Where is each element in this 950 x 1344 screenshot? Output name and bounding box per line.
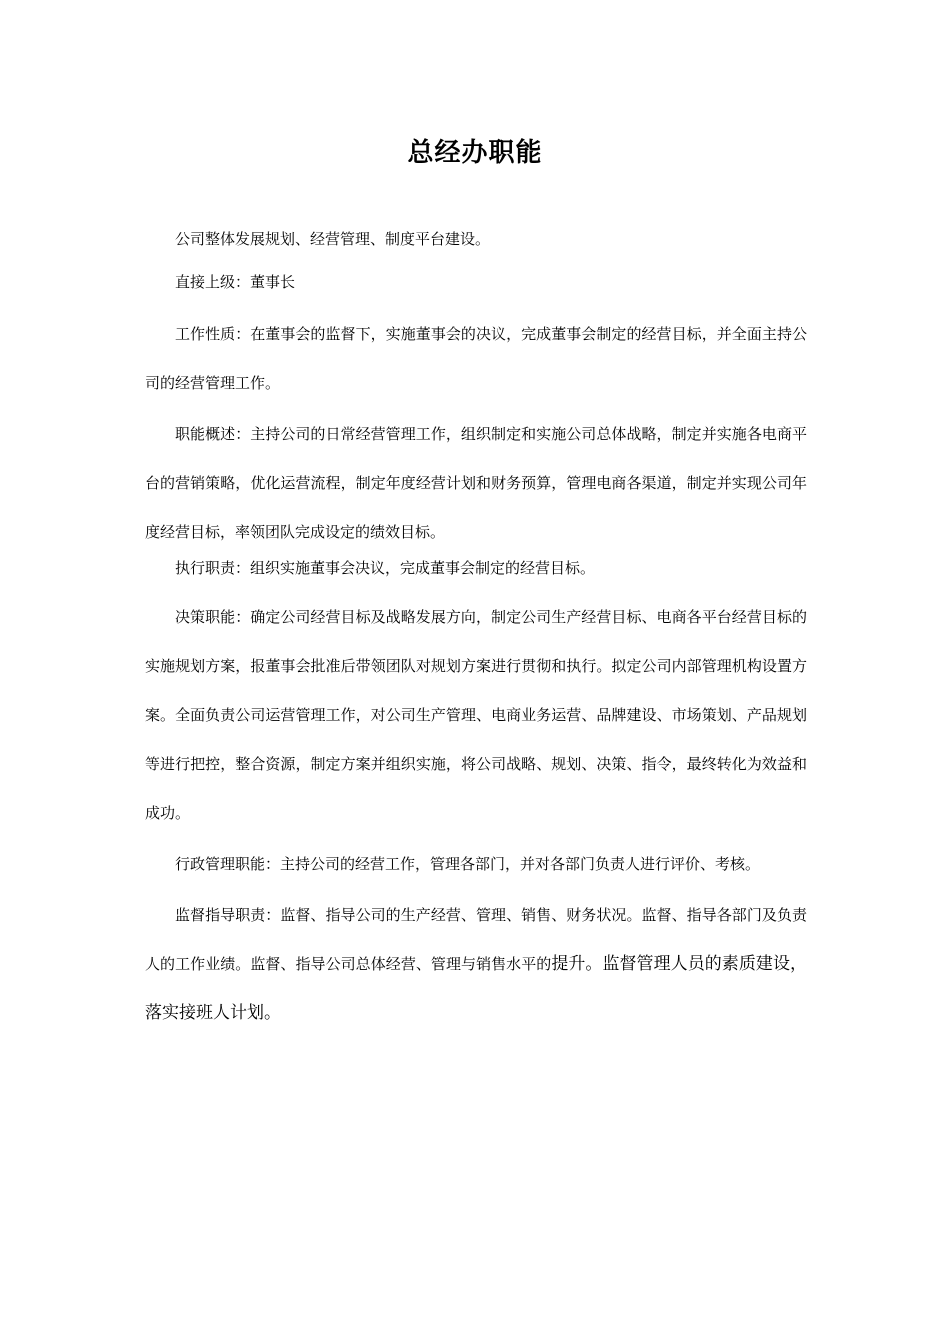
- page-title: 总经办职能: [407, 138, 543, 168]
- supervision-text-tail: 提升。监督管理人员的素质建设，落实接班人计划。: [145, 954, 807, 1023]
- paragraph-execution-duties: 执行职责：组织实施董事会决议，完成董事会制定的经营目标。: [175, 559, 596, 577]
- paragraph-overview: 公司整体发展规划、经营管理、制度平台建设。: [175, 230, 491, 248]
- document-body: [145, 224, 807, 1038]
- paragraph-supervision-duties: [145, 891, 807, 1038]
- paragraph-function-summary: 职能概述：主持公司的日常经营管理工作，组织制定和实施公司总体战略，制定并实施各电商平台的营销策略，优化运营流程，制定年度经营计划和财务预算，管理电商各渠道，制定并实现公司年度经营目标，率领团队完成设定的绩效目标。: [145, 425, 807, 541]
- paragraph-decision-functions: 决策职能：确定公司经营目标及战略发展方向，制定公司生产经营目标、电商各平台经营目标的实施规划方案，报董事会批准后带领团队对规划方案进行贯彻和执行。拟定公司内部管理机构设置方案。全面负责公司运营管理工作，对公司生产管理、电商业务运营、品牌建设、市场策划、产品规划等进行把控，整合资源，制定方案并组织实施，将公司战略、规划、决策、指令，最终转化为效益和成功。: [145, 608, 807, 822]
- supervision-text-main: 监督指导职责：监督、指导公司的生产经营、管理、销售、财务状况。监督、指导各部门及负责人的工作业绩。监督、指导公司总体经营、管理与销售水平的: [145, 906, 807, 973]
- paragraph-direct-superior: 直接上级：董事长: [175, 273, 296, 291]
- paragraph-admin-functions: 行政管理职能：主持公司的经营工作，管理各部门，并对各部门负责人进行评价、考核。: [175, 855, 761, 873]
- paragraph-work-nature: 工作性质：在董事会的监督下，实施董事会的决议，完成董事会制定的经营目标，并全面主持公司的经营管理工作。: [145, 325, 807, 392]
